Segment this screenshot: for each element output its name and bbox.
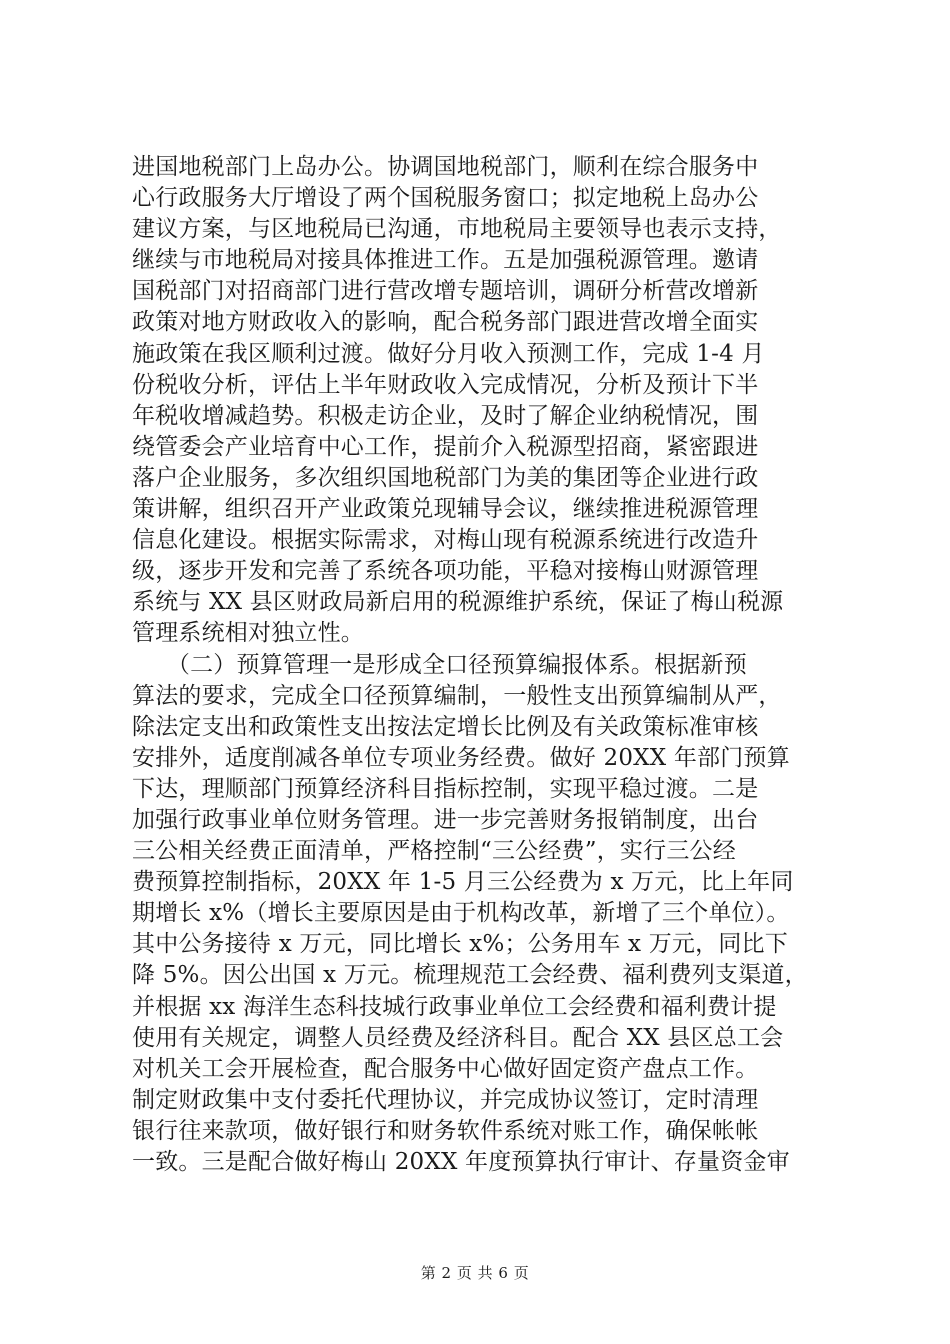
text-line: 绕管委会产业培育中心工作，提前介入税源型招商，紧密跟进 — [132, 433, 759, 460]
text-line: 其中公务接待 x 万元，同比增长 x%；公务用车 x 万元，同比下 — [132, 931, 788, 958]
text-line: 心行政服务大厅增设了两个国税服务窗口；拟定地税上岛办公 — [132, 185, 759, 212]
text-line: 年税收增减趋势。积极走访企业，及时了解企业纳税情况，围 — [132, 402, 759, 429]
text-line: 费预算控制指标，20XX 年 1-5 月三公经费为 x 万元，比上年同 — [132, 869, 794, 896]
text-line: 一致。三是配合做好梅山 20XX 年度预算执行审计、存量资金审 — [132, 1149, 790, 1175]
text-line: 期增长 x%（增长主要原因是由于机构改革，新增了三个单位）。 — [132, 900, 790, 927]
text-line: 银行往来款项，做好银行和财务软件系统对账工作，确保帐帐 — [132, 1117, 759, 1144]
text-line: 级，逐步开发和完善了系统各项功能，平稳对接梅山财源管理 — [132, 558, 759, 585]
text-line: 安排外，适度削减各单位专项业务经费。做好 20XX 年部门预算 — [132, 744, 790, 771]
text-line: 策讲解，组织召开产业政策兑现辅导会议，继续推进税源管理 — [132, 496, 759, 523]
text-line: 使用有关规定，调整人员经费及经济科目。配合 XX 县区总工会 — [132, 1024, 784, 1051]
text-line: 加强行政事业单位财务管理。进一步完善财务报销制度，出台 — [132, 806, 759, 833]
text-line: 三公相关经费正面清单，严格控制“三公经费”，实行三公经 — [132, 838, 736, 865]
text-line: 降 5%。因公出国 x 万元。梳理规范工会经费、福利费列支渠道， — [132, 962, 808, 989]
text-line: 除法定支出和政策性支出按法定增长比例及有关政策标准审核 — [132, 713, 759, 740]
text-line: 信息化建设。根据实际需求，对梅山现有税源系统进行改造升 — [132, 527, 759, 554]
text-line: 对机关工会开展检查，配合服务中心做好固定资产盘点工作。 — [132, 1055, 759, 1082]
section-heading-line: （二）预算管理一是形成全口径预算编报体系。根据新预 — [132, 651, 747, 678]
text-line: 并根据 xx 海洋生态科技城行政事业单位工会经费和福利费计提 — [132, 993, 777, 1020]
text-line: 进国地税部门上岛办公。协调国地税部门，顺利在综合服务中 — [132, 154, 759, 180]
text-line: 算法的要求，完成全口径预算编制，一般性支出预算编制从严， — [132, 682, 782, 709]
text-line: 落户企业服务，多次组织国地税部门为美的集团等企业进行政 — [132, 464, 759, 491]
text-line: 政策对地方财政收入的影响，配合税务部门跟进营改增全面实 — [132, 309, 759, 336]
text-line: 系统与 XX 县区财政局新启用的税源维护系统，保证了梅山税源 — [132, 589, 784, 616]
text-line: 继续与市地税局对接具体推进工作。五是加强税源管理。邀请 — [132, 247, 759, 274]
text-line: 管理系统相对独立性。 — [132, 620, 364, 647]
text-line: 份税收分析，评估上半年财政收入完成情况，分析及预计下半 — [132, 371, 759, 398]
page-footer: 第 2 页 共 6 页 — [420, 1264, 530, 1282]
document-body — [132, 152, 832, 1178]
text-line: 制定财政集中支付委托代理协议，并完成协议签订，定时清理 — [132, 1086, 759, 1113]
text-line: 下达，理顺部门预算经济科目指标控制，实现平稳过渡。二是 — [132, 775, 759, 802]
text-line: 施政策在我区顺利过渡。做好分月收入预测工作，完成 1-4 月 — [132, 340, 765, 367]
text-line: 国税部门对招商部门进行营改增专题培训，调研分析营改增新 — [132, 278, 759, 305]
text-line: 建议方案，与区地税局已沟通，市地税局主要领导也表示支持， — [132, 216, 782, 243]
